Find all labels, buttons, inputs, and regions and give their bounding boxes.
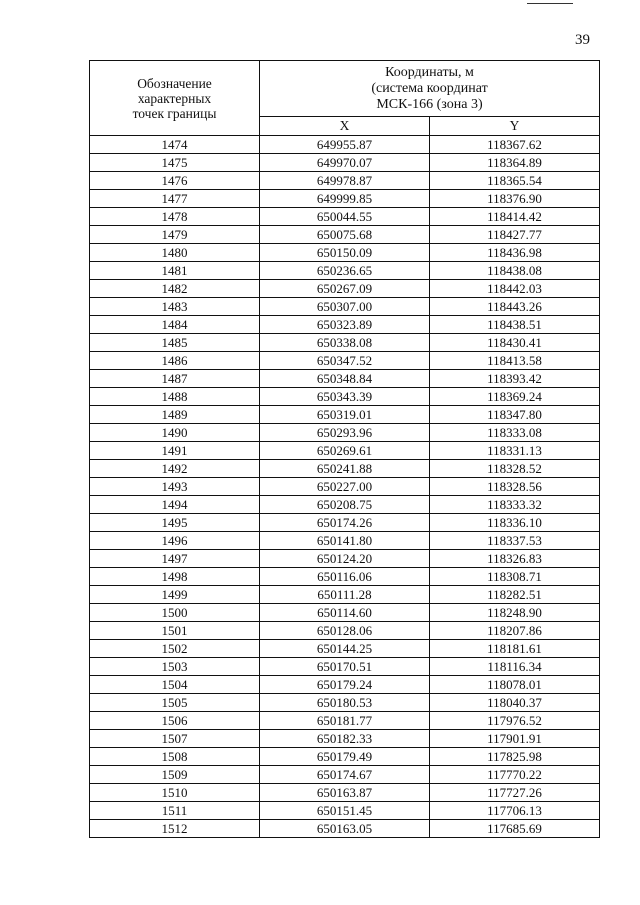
x-cell: 650319.01 bbox=[260, 406, 430, 424]
y-cell: 118040.37 bbox=[430, 694, 600, 712]
table-row bbox=[90, 370, 600, 388]
x-cell: 650141.80 bbox=[260, 532, 430, 550]
point-cell: 1480 bbox=[90, 244, 260, 262]
x-cell: 650293.96 bbox=[260, 424, 430, 442]
y-cell: 118328.52 bbox=[430, 460, 600, 478]
x-cell: 650116.06 bbox=[260, 568, 430, 586]
y-cell: 118438.51 bbox=[430, 316, 600, 334]
y-column-header: Y bbox=[430, 117, 600, 136]
point-cell: 1488 bbox=[90, 388, 260, 406]
point-cell: 1499 bbox=[90, 586, 260, 604]
point-cell: 1501 bbox=[90, 622, 260, 640]
top-rule bbox=[527, 3, 573, 4]
x-cell: 650181.77 bbox=[260, 712, 430, 730]
point-cell: 1477 bbox=[90, 190, 260, 208]
y-cell: 118369.24 bbox=[430, 388, 600, 406]
table-row bbox=[90, 172, 600, 190]
point-designation-header bbox=[90, 61, 260, 136]
y-cell: 118337.53 bbox=[430, 532, 600, 550]
table-row bbox=[90, 694, 600, 712]
table-row bbox=[90, 208, 600, 226]
table-row bbox=[90, 406, 600, 424]
coordinates-table bbox=[89, 60, 600, 838]
point-cell: 1507 bbox=[90, 730, 260, 748]
point-cell: 1492 bbox=[90, 460, 260, 478]
coords-header-line: Координаты, м bbox=[385, 64, 474, 80]
y-cell: 118336.10 bbox=[430, 514, 600, 532]
y-cell: 118367.62 bbox=[430, 136, 600, 154]
point-cell: 1506 bbox=[90, 712, 260, 730]
y-cell: 118116.34 bbox=[430, 658, 600, 676]
point-cell: 1503 bbox=[90, 658, 260, 676]
x-cell: 650227.00 bbox=[260, 478, 430, 496]
x-cell: 650151.45 bbox=[260, 802, 430, 820]
point-cell: 1498 bbox=[90, 568, 260, 586]
x-cell: 649955.87 bbox=[260, 136, 430, 154]
table-row bbox=[90, 352, 600, 370]
x-cell: 650348.84 bbox=[260, 370, 430, 388]
y-cell: 118443.26 bbox=[430, 298, 600, 316]
coords-header-line: (система координат bbox=[371, 80, 488, 96]
point-cell: 1504 bbox=[90, 676, 260, 694]
point-cell: 1481 bbox=[90, 262, 260, 280]
x-cell: 650163.05 bbox=[260, 820, 430, 838]
y-cell: 118181.61 bbox=[430, 640, 600, 658]
table-row bbox=[90, 532, 600, 550]
y-cell: 118393.42 bbox=[430, 370, 600, 388]
y-cell: 118365.54 bbox=[430, 172, 600, 190]
table-row bbox=[90, 586, 600, 604]
coords-header-line: МСК-166 (зона 3) bbox=[376, 96, 483, 112]
table-row bbox=[90, 460, 600, 478]
x-cell: 650269.61 bbox=[260, 442, 430, 460]
y-cell: 117825.98 bbox=[430, 748, 600, 766]
y-cell: 118328.56 bbox=[430, 478, 600, 496]
y-cell: 118442.03 bbox=[430, 280, 600, 298]
table-row bbox=[90, 136, 600, 154]
y-cell: 118427.77 bbox=[430, 226, 600, 244]
table-row bbox=[90, 766, 600, 784]
x-cell: 650150.09 bbox=[260, 244, 430, 262]
table-row bbox=[90, 820, 600, 838]
x-cell: 649999.85 bbox=[260, 190, 430, 208]
y-cell: 118430.41 bbox=[430, 334, 600, 352]
x-column-header: X bbox=[260, 117, 430, 136]
x-cell: 650236.65 bbox=[260, 262, 430, 280]
table-row bbox=[90, 280, 600, 298]
table-row bbox=[90, 442, 600, 460]
x-cell: 650124.20 bbox=[260, 550, 430, 568]
y-cell: 118438.08 bbox=[430, 262, 600, 280]
table-row bbox=[90, 676, 600, 694]
y-cell: 118364.89 bbox=[430, 154, 600, 172]
point-cell: 1482 bbox=[90, 280, 260, 298]
table-row bbox=[90, 568, 600, 586]
table-row bbox=[90, 226, 600, 244]
x-cell: 650174.26 bbox=[260, 514, 430, 532]
x-cell: 650208.75 bbox=[260, 496, 430, 514]
x-cell: 650347.52 bbox=[260, 352, 430, 370]
x-cell: 650170.51 bbox=[260, 658, 430, 676]
x-cell: 650182.33 bbox=[260, 730, 430, 748]
point-cell: 1475 bbox=[90, 154, 260, 172]
y-cell: 118078.01 bbox=[430, 676, 600, 694]
y-cell: 118207.86 bbox=[430, 622, 600, 640]
table-row bbox=[90, 604, 600, 622]
table-row bbox=[90, 622, 600, 640]
y-cell: 118347.80 bbox=[430, 406, 600, 424]
point-cell: 1510 bbox=[90, 784, 260, 802]
coordinates-header bbox=[260, 61, 600, 117]
point-cell: 1502 bbox=[90, 640, 260, 658]
point-cell: 1485 bbox=[90, 334, 260, 352]
x-cell: 650323.89 bbox=[260, 316, 430, 334]
y-cell: 117706.13 bbox=[430, 802, 600, 820]
table-row bbox=[90, 640, 600, 658]
point-cell: 1493 bbox=[90, 478, 260, 496]
y-cell: 117901.91 bbox=[430, 730, 600, 748]
x-cell: 650267.09 bbox=[260, 280, 430, 298]
point-cell: 1486 bbox=[90, 352, 260, 370]
y-cell: 118308.71 bbox=[430, 568, 600, 586]
y-cell: 118333.08 bbox=[430, 424, 600, 442]
point-cell: 1474 bbox=[90, 136, 260, 154]
x-cell: 650241.88 bbox=[260, 460, 430, 478]
x-cell: 650307.00 bbox=[260, 298, 430, 316]
table-row bbox=[90, 154, 600, 172]
point-cell: 1483 bbox=[90, 298, 260, 316]
point-cell: 1512 bbox=[90, 820, 260, 838]
point-header-line: Обозначение bbox=[137, 75, 212, 91]
x-cell: 650343.39 bbox=[260, 388, 430, 406]
x-cell: 650163.87 bbox=[260, 784, 430, 802]
table-row bbox=[90, 298, 600, 316]
x-cell: 650174.67 bbox=[260, 766, 430, 784]
point-cell: 1511 bbox=[90, 802, 260, 820]
table-row bbox=[90, 712, 600, 730]
page-number: 39 bbox=[575, 32, 590, 48]
x-cell: 650338.08 bbox=[260, 334, 430, 352]
table-row bbox=[90, 424, 600, 442]
point-cell: 1479 bbox=[90, 226, 260, 244]
coordinates-table-body bbox=[90, 136, 600, 838]
y-cell: 118436.98 bbox=[430, 244, 600, 262]
y-cell: 117727.26 bbox=[430, 784, 600, 802]
x-cell: 650114.60 bbox=[260, 604, 430, 622]
x-cell: 650180.53 bbox=[260, 694, 430, 712]
y-cell: 118333.32 bbox=[430, 496, 600, 514]
table-row bbox=[90, 550, 600, 568]
point-cell: 1495 bbox=[90, 514, 260, 532]
point-header-line: точек границы bbox=[132, 105, 217, 121]
y-cell: 118413.58 bbox=[430, 352, 600, 370]
point-cell: 1509 bbox=[90, 766, 260, 784]
table-row bbox=[90, 190, 600, 208]
point-cell: 1491 bbox=[90, 442, 260, 460]
point-cell: 1476 bbox=[90, 172, 260, 190]
point-cell: 1500 bbox=[90, 604, 260, 622]
table-row bbox=[90, 730, 600, 748]
y-cell: 118376.90 bbox=[430, 190, 600, 208]
x-cell: 650144.25 bbox=[260, 640, 430, 658]
table-row bbox=[90, 334, 600, 352]
x-cell: 650111.28 bbox=[260, 586, 430, 604]
point-cell: 1508 bbox=[90, 748, 260, 766]
point-cell: 1484 bbox=[90, 316, 260, 334]
point-cell: 1489 bbox=[90, 406, 260, 424]
table-row bbox=[90, 496, 600, 514]
y-cell: 117976.52 bbox=[430, 712, 600, 730]
table-row bbox=[90, 784, 600, 802]
table-row bbox=[90, 244, 600, 262]
y-cell: 118326.83 bbox=[430, 550, 600, 568]
point-cell: 1490 bbox=[90, 424, 260, 442]
y-cell: 118414.42 bbox=[430, 208, 600, 226]
point-cell: 1494 bbox=[90, 496, 260, 514]
table-row bbox=[90, 478, 600, 496]
y-cell: 117770.22 bbox=[430, 766, 600, 784]
point-cell: 1487 bbox=[90, 370, 260, 388]
x-cell: 650179.49 bbox=[260, 748, 430, 766]
x-cell: 650044.55 bbox=[260, 208, 430, 226]
table-row bbox=[90, 388, 600, 406]
y-cell: 117685.69 bbox=[430, 820, 600, 838]
x-cell: 649970.07 bbox=[260, 154, 430, 172]
point-cell: 1497 bbox=[90, 550, 260, 568]
table-row bbox=[90, 802, 600, 820]
y-cell: 118248.90 bbox=[430, 604, 600, 622]
y-cell: 118282.51 bbox=[430, 586, 600, 604]
table-row bbox=[90, 316, 600, 334]
x-cell: 649978.87 bbox=[260, 172, 430, 190]
table-row bbox=[90, 658, 600, 676]
table-row bbox=[90, 514, 600, 532]
point-cell: 1505 bbox=[90, 694, 260, 712]
x-cell: 650179.24 bbox=[260, 676, 430, 694]
x-cell: 650128.06 bbox=[260, 622, 430, 640]
table-row bbox=[90, 262, 600, 280]
point-header-line: характерных bbox=[137, 90, 212, 106]
point-cell: 1496 bbox=[90, 532, 260, 550]
y-cell: 118331.13 bbox=[430, 442, 600, 460]
point-cell: 1478 bbox=[90, 208, 260, 226]
table-row bbox=[90, 748, 600, 766]
x-cell: 650075.68 bbox=[260, 226, 430, 244]
